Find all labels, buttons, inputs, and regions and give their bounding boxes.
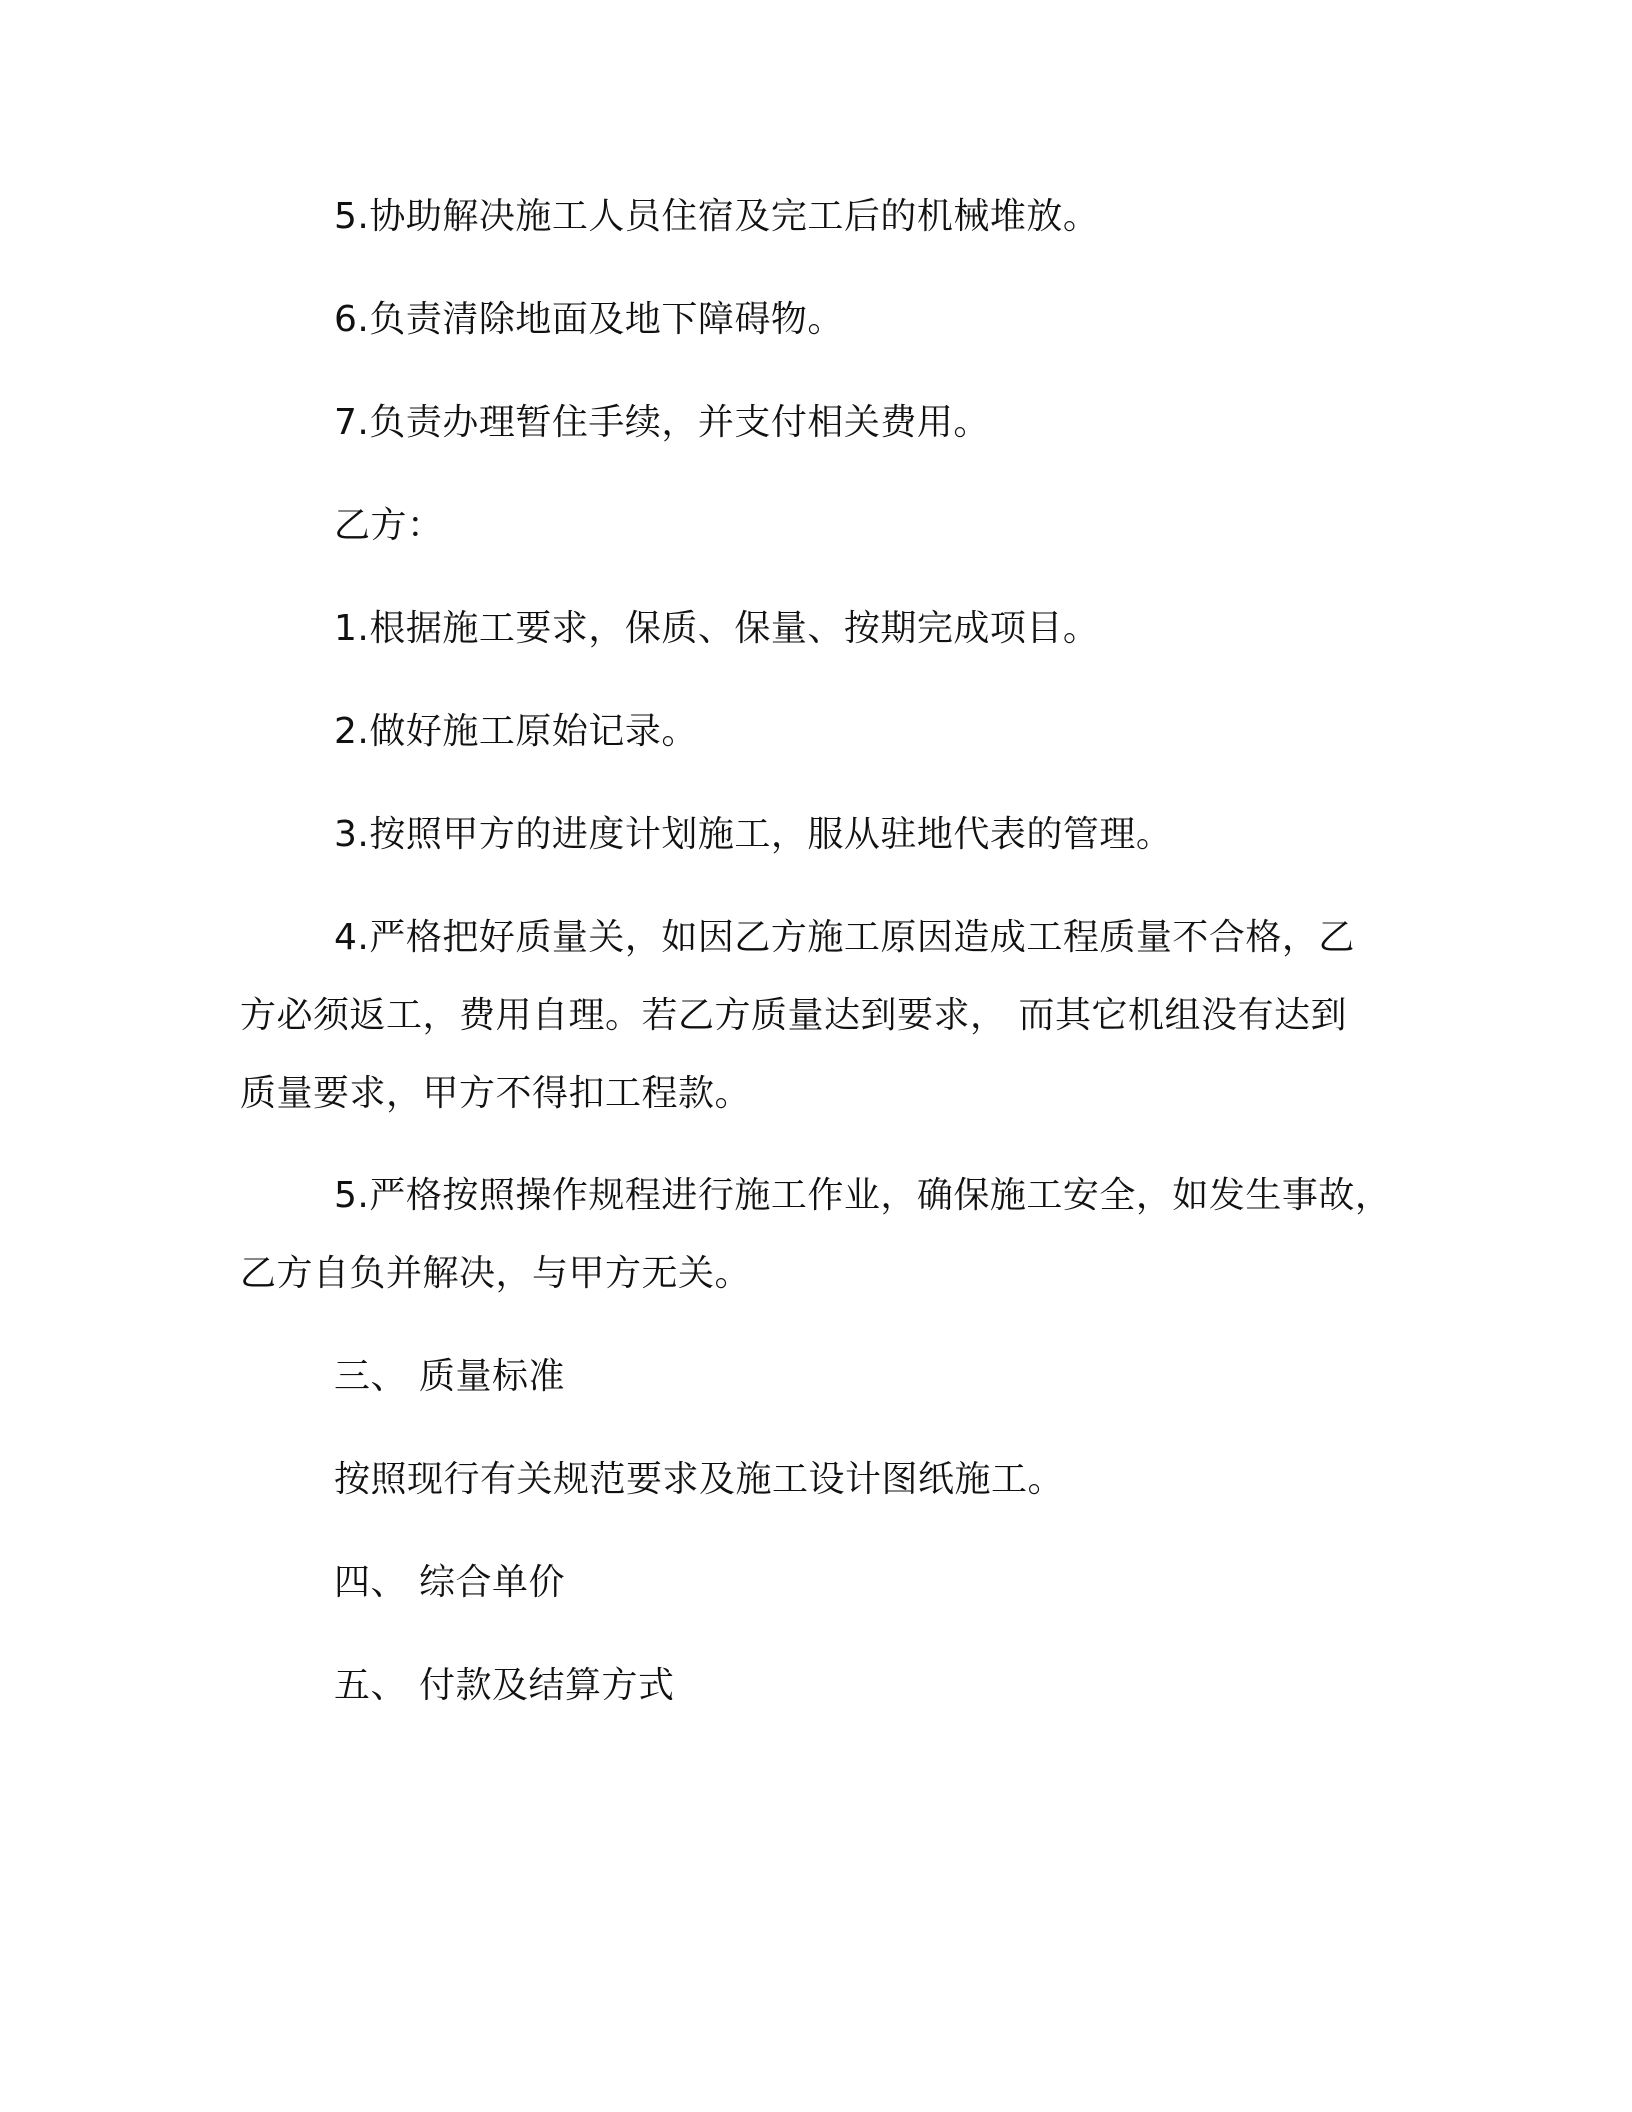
quality-standard-text xyxy=(334,1441,1494,1519)
paragraph-line: 5.严格按照操作规程进行施工作业，确保施工安全，如发生事故， xyxy=(334,1175,1392,1216)
paragraph-text: 7.负责办理暂住手续，并支付相关费用。 xyxy=(334,402,990,443)
paragraph-text: 四、 综合单价 xyxy=(334,1562,565,1603)
paragraph-item-6-party-a xyxy=(334,281,1494,359)
party-b-heading xyxy=(334,487,1494,565)
paragraph-item-3-party-b xyxy=(334,796,1494,874)
paragraph-text: 三、 质量标准 xyxy=(334,1356,565,1397)
section-heading-payment xyxy=(334,1647,1494,1725)
paragraph-text: 乙方： xyxy=(334,505,444,546)
section-heading-unit-price xyxy=(334,1544,1494,1622)
paragraph-text: 按照现行有关规范要求及施工设计图纸施工。 xyxy=(334,1459,1065,1500)
section-heading-quality-standard xyxy=(334,1338,1494,1416)
paragraph-item-5-party-a xyxy=(334,178,1494,256)
paragraph-item-4-party-b xyxy=(240,899,1400,1133)
paragraph-text: 5.协助解决施工人员住宿及完工后的机械堆放。 xyxy=(334,196,1100,237)
paragraph-item-7-party-a xyxy=(334,384,1494,462)
paragraph-text: 五、 付款及结算方式 xyxy=(334,1665,675,1706)
paragraph-text: 1.根据施工要求，保质、保量、按期完成项目。 xyxy=(334,608,1100,649)
paragraph-text: 6.负责清除地面及地下障碍物。 xyxy=(334,299,844,340)
paragraph-text: 3.按照甲方的进度计划施工，服从驻地代表的管理。 xyxy=(334,814,1173,855)
paragraph-line: 乙方自负并解决，与甲方无关。 xyxy=(240,1253,752,1294)
paragraph-line: 质量要求，甲方不得扣工程款。 xyxy=(240,1073,752,1114)
paragraph-item-1-party-b xyxy=(334,590,1494,668)
paragraph-line: 4.严格把好质量关，如因乙方施工原因造成工程质量不合格，乙 xyxy=(334,917,1355,958)
paragraph-line: 方必须返工，费用自理。若乙方质量达到要求， 而其它机组没有达到 xyxy=(240,995,1347,1036)
paragraph-item-5-party-b xyxy=(240,1157,1400,1313)
paragraph-item-2-party-b xyxy=(334,693,1494,771)
paragraph-text: 2.做好施工原始记录。 xyxy=(334,711,698,752)
